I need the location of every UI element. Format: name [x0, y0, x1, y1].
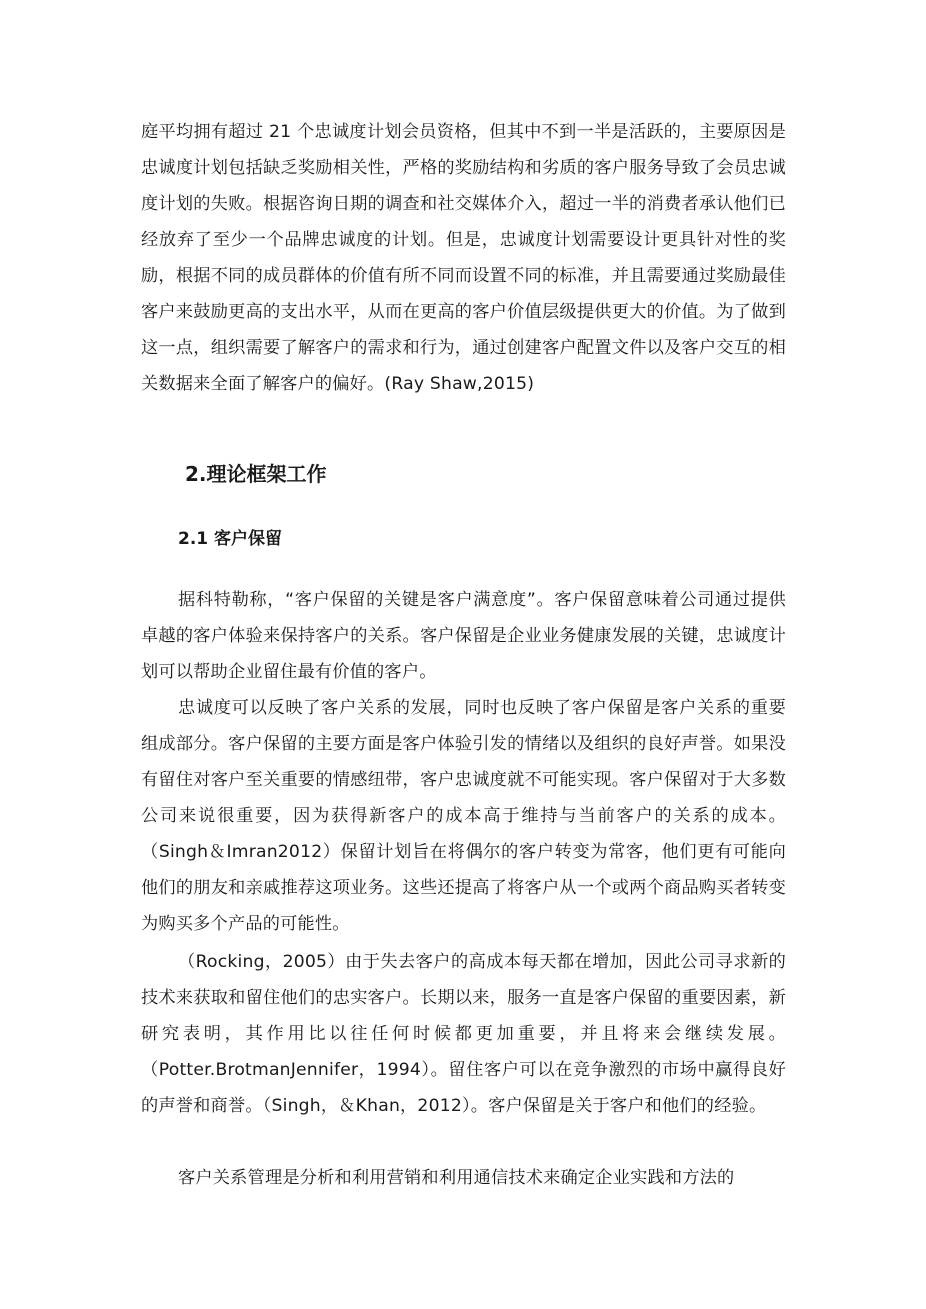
- intro-paragraph: 庭平均拥有超过 21 个忠诚度计划会员资格，但其中不到一半是活跃的，主要原因是忠诚度计划包括缺乏奖励相关性，严格的奖励结构和劣质的客户服务导致了会员忠诚度计划的失败。根据咨询日期的调查和社交媒体介入，超过一半的消费者承认他们已经放弃了至少一个品牌忠诚度的计划。但是，忠诚度计划需要设计更具针对性的奖励，根据不同的成员群体的价值有所不同而设置不同的标准，并且需要通过奖励最佳客户来鼓励更高的支出水平，从而在更高的客户价值层级提供更大的价值。为了做到这一点，组织需要了解客户的需求和行为，通过创建客户配置文件以及客户交互的相关数据来全面了解客户的偏好。(Ray Shaw,2015): [141, 122, 786, 394]
- paragraph-crm: 客户关系管理是分析和利用营销和利用通信技术来确定企业实践和方法的: [178, 1168, 735, 1188]
- subsection-heading: 2.1 客户保留: [178, 529, 283, 549]
- section-heading: 2.理论框架工作: [185, 462, 327, 486]
- paragraph-service-factor: （Rocking，2005）由于失去客户的高成本每天都在增加，因此公司寻求新的技术来获取和留住他们的忠实客户。长期以来，服务一直是客户保留的重要因素，新研究表明，其作用比以往任何时候都更加重要，并且将来会继续发展。（Potter.BrotmanJennifer，1994）。留住客户可以在竞争激烈的市场中赢得良好的声誉和商誉。（Singh，＆Khan，2012）。客户保留是关于客户和他们的经验。: [141, 952, 786, 1116]
- paragraph-customer-retention-definition: 据科特勒称，“客户保留的关键是客户满意度”。客户保留意味着公司通过提供卓越的客户体验来保持客户的关系。客户保留是企业业务健康发展的关键，忠诚度计划可以帮助企业留住最有价值的客户。: [141, 590, 786, 682]
- paragraph-loyalty-relationship: 忠诚度可以反映了客户关系的发展，同时也反映了客户保留是客户关系的重要组成部分。客户保留的主要方面是客户体验引发的情绪以及组织的良好声誉。如果没有留住对客户至关重要的情感纽带，客户忠诚度就不可能实现。客户保留对于大多数公司来说很重要，因为获得新客户的成本高于维持与当前客户的关系的成本。（Singh＆Imran2012）保留计划旨在将偶尔的客户转变为常客，他们更有可能向他们的朋友和亲戚推荐这项业务。这些还提高了将客户从一个或两个商品购买者转变为购买多个产品的可能性。: [141, 698, 786, 934]
